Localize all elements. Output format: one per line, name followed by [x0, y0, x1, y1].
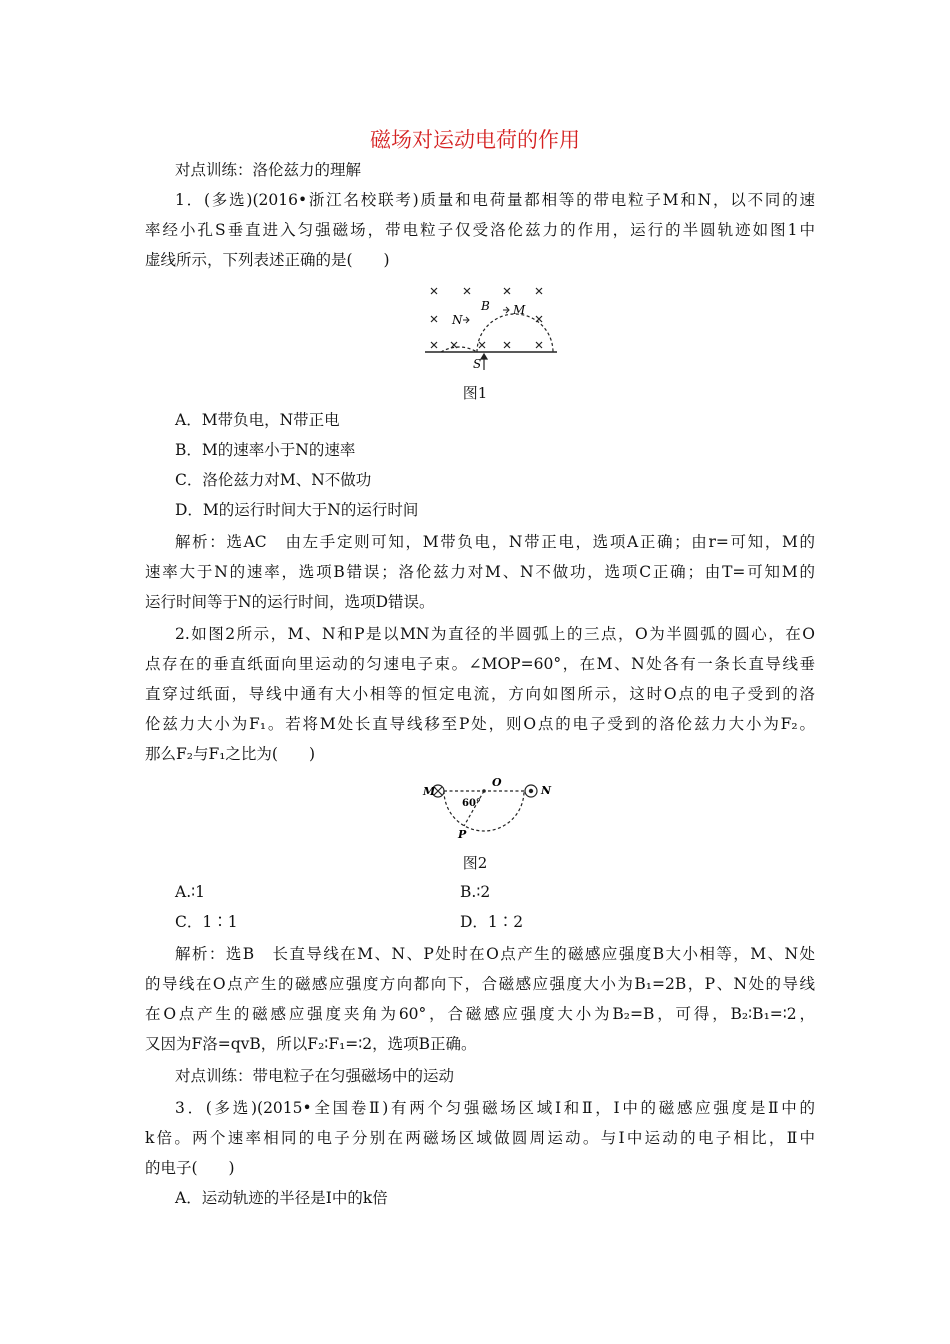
q2-solution-line-1: 解析：选B 长直导线在M、N、P处时在O点产生的磁感应强度B大小相等，M、N处: [175, 945, 815, 963]
q2-stem-line-3: 直穿过纸面，导线中通有大小相等的恒定电流，方向如图所示，这时O点的电子受到的洛: [145, 685, 815, 703]
q2-option-d: D．1∶2: [460, 913, 524, 931]
figure-2-diagram: [420, 776, 560, 842]
field-x-marks: [431, 288, 542, 348]
q1-option-d: D．M的运行时间大于N的运行时间: [175, 501, 419, 519]
q1-stem-line-3: 虚线所示，下列表述正确的是( ): [145, 251, 390, 269]
label-m: M: [513, 303, 526, 317]
q2-solution-line-4: 又因为F洛=qvB，所以F₂∶F₁=∶2，选项B正确。: [145, 1035, 477, 1053]
semicircle-arc: [444, 791, 524, 831]
q3-option-a: A．运动轨迹的半径是Ⅰ中的k倍: [175, 1189, 388, 1207]
label-n: N: [541, 784, 552, 797]
q1-stem-line-2: 率经小孔S垂直进入匀强磁场，带电粒子仅受洛伦兹力的作用，运行的半圆轨迹如图1中: [145, 221, 815, 239]
q1-solution-line-2: 速率大于N的速率，选项B错误；洛伦兹力对M、N不做功，选项C正确；由T=可知M的: [145, 563, 815, 581]
q2-stem-line-1: 2.如图2所示，M、N和P是以MN为直径的半圆弧上的三点，O为半圆弧的圆心，在O: [175, 625, 815, 643]
q2-stem-line-4: 伦兹力大小为F₁。若将M处长直导线移至P处，则O点的电子受到的洛伦兹力大小为F₂。: [145, 715, 815, 733]
q1-solution-line-3: 运行时间等于N的运行时间，选项D错误。: [145, 593, 435, 611]
trajectory-m: [477, 314, 553, 352]
q3-stem-line-3: 的电子( ): [145, 1159, 235, 1177]
q1-solution-line-1: 解析：选AC 由左手定则可知，M带负电，N带正电，选项A正确；由r=可知，M的: [175, 533, 815, 551]
center-o: [482, 789, 486, 793]
q2-option-b: B.∶2: [460, 883, 491, 901]
section-heading-2: 对点训练：带电粒子在匀强磁场中的运动: [175, 1067, 455, 1085]
label-o: O: [492, 776, 502, 789]
q2-solution-line-2: 的导线在O点产生的磁感应强度方向都向下，合磁感应强度大小为B₁=2B，P、N处的导线: [145, 975, 815, 993]
q1-option-c: C．洛伦兹力对M、N不做功: [175, 471, 372, 489]
figure-2-caption: 图2: [462, 854, 488, 872]
q2-solution-line-3: 在O点产生的磁感应强度夹角为60°，合磁感应强度大小为B₂=B，可得，B₂∶B₁=∶2，: [145, 1005, 815, 1023]
q2-option-c: C．1∶1: [175, 913, 238, 931]
figure-1-diagram: [415, 280, 565, 372]
q1-option-a: A．M带负电，N带正电: [175, 411, 340, 429]
q2-stem-line-2: 点存在的垂直纸面向里运动的匀速电子束。∠MOP=60°，在M、N处各有一条长直导线垂: [145, 655, 815, 673]
q2-option-a: A.∶1: [175, 883, 206, 901]
section-heading-1: 对点训练：洛伦兹力的理解: [175, 161, 362, 179]
q3-stem-line-1: 3．(多选)(2015•全国卷Ⅱ)有两个匀强磁场区域Ⅰ和Ⅱ，Ⅰ中的磁感应强度是Ⅱ中的: [175, 1099, 815, 1117]
label-b: B: [481, 299, 490, 313]
label-s: S: [473, 357, 482, 371]
q1-stem-line-1: 1．(多选)(2016•浙江名校联考)质量和电荷量都相等的带电粒子M和N，以不同的速: [175, 191, 815, 209]
figure-1-caption: 图1: [462, 384, 488, 402]
q3-stem-line-2: k倍。两个速率相同的电子分别在两磁场区域做圆周运动。与Ⅰ中运动的电子相比，Ⅱ中: [145, 1129, 815, 1147]
q2-stem-line-5: 那么F₂与F₁之比为( ): [145, 745, 316, 763]
label-angle: 60°: [462, 798, 481, 809]
label-m: M: [423, 785, 436, 798]
label-p: P: [458, 828, 467, 841]
q1-option-b: B．M的速率小于N的速率: [175, 441, 356, 459]
page-title: 磁场对运动电荷的作用: [370, 128, 580, 152]
label-n: N: [452, 313, 463, 327]
